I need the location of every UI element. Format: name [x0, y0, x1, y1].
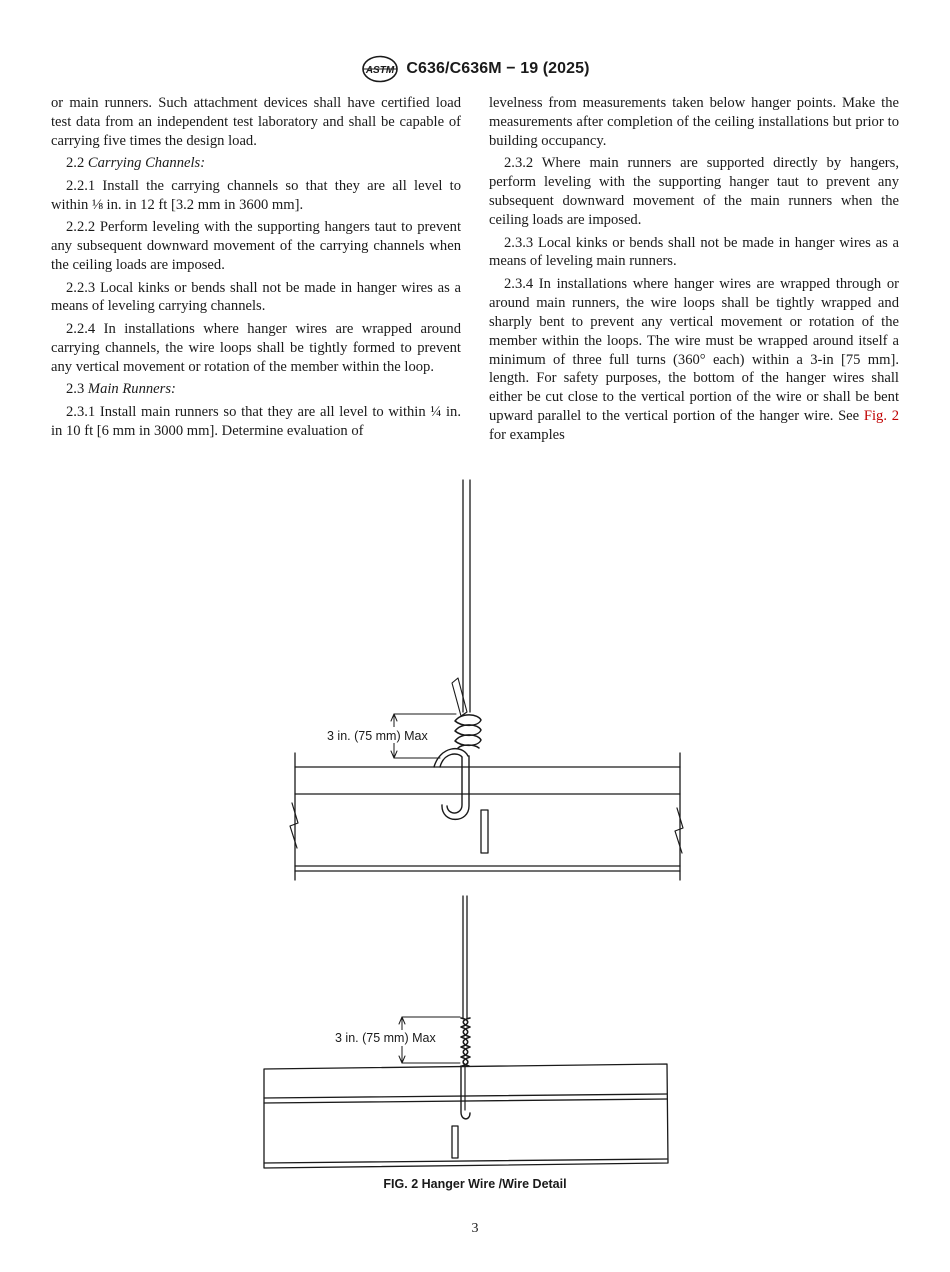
wire-cut-end	[452, 678, 467, 716]
wire-hook	[442, 756, 469, 819]
paragraph-2-2-4: 2.2.4 In installations where hanger wires are wrapped around carrying channels, the wire loops shall be tightly formed to prevent any vertical movement or rotation of the member within the loop.	[51, 320, 461, 375]
paragraph-2-3-2: 2.3.2 Where main runners are supported directly by hangers, perform leveling with the supporting hanger taut to prevent any subsequent downward movement of the main runners when the ceiling loads are imposed.	[489, 155, 899, 229]
section-title: Carrying Channels:	[87, 155, 206, 172]
logo-text: ASTM	[366, 65, 395, 76]
dimension-label-bottom: 3 in. (75 mm) Max	[335, 1031, 436, 1045]
fig-2-link[interactable]: Fig. 2	[863, 408, 899, 425]
section-title: Main Runners:	[87, 381, 176, 398]
paragraph-2-3-1: 2.3.1 Install main runners so that they are all level to within ¼ in. in 10 ft [6 mm in 3000 mm]. Determine evaluation of	[51, 403, 461, 439]
runner-line	[264, 1159, 667, 1163]
runner-slot	[452, 1126, 458, 1158]
paragraph-2-2-2: 2.2.2 Perform leveling with the supporting hangers taut to prevent any subsequent downward movement of the carrying channels when the ceiling loads are imposed.	[51, 219, 461, 274]
figure-caption: FIG. 2 Hanger Wire /Wire Detail	[383, 1177, 567, 1191]
paragraph-text: 2.3.4 In installations where hanger wires are wrapped through or around main runners, the wire loops shall be tightly wrapped and sharply bent to prevent any vertical movement or rotation of the member within the loops. The wire must be wrapped around itself a minimum of three full turns (360° each) within a 3-in [75 mm]. length. For safety purposes, the bottom of the hanger wires shall either be cut close to the vertical portion of the wire or shall be bent upward parallel to the vertical portion of the hanger wire. See	[489, 275, 899, 425]
wire-twists	[461, 1018, 470, 1066]
paragraph-2-2-3: 2.2.3 Local kinks or bends shall not be made in hanger wires as a means of leveling carrying channels.	[51, 279, 461, 315]
runner-body	[264, 1064, 668, 1168]
break-mark	[675, 808, 683, 853]
paragraph: or main runners. Such attachment devices shall have certified load test data from an independent test laboratory and shall be capable of carrying five times the design load.	[51, 95, 461, 149]
paragraph-tail: for examples	[489, 427, 565, 444]
page-number: 3	[471, 1221, 479, 1236]
wire-hook	[447, 757, 462, 813]
top-detail	[290, 480, 683, 880]
bottom-detail	[264, 896, 668, 1168]
paragraph-2-3-3: 2.3.3 Local kinks or bends shall not be made in hanger wires as a means of leveling main runners.	[489, 234, 899, 270]
paragraph-2-2-1: 2.2.1 Install the carrying channels so that they are all level to within ⅛ in. in 12 ft [3.2 mm in 3600 mm].	[51, 177, 461, 213]
section-number: 2.3	[66, 381, 85, 398]
section-number: 2.2	[66, 155, 85, 172]
paragraph: levelness from measurements taken below hanger points. Make the measurements after completion of the ceiling installations but prior to building occupancy.	[489, 95, 899, 149]
standard-designation: C636/C636M − 19 (2025)	[406, 60, 590, 77]
runner-slot	[481, 810, 488, 853]
dimension-label-top: 3 in. (75 mm) Max	[327, 729, 428, 743]
break-mark	[290, 803, 298, 848]
wire-bend	[440, 754, 462, 767]
wire-wraps	[455, 715, 481, 748]
